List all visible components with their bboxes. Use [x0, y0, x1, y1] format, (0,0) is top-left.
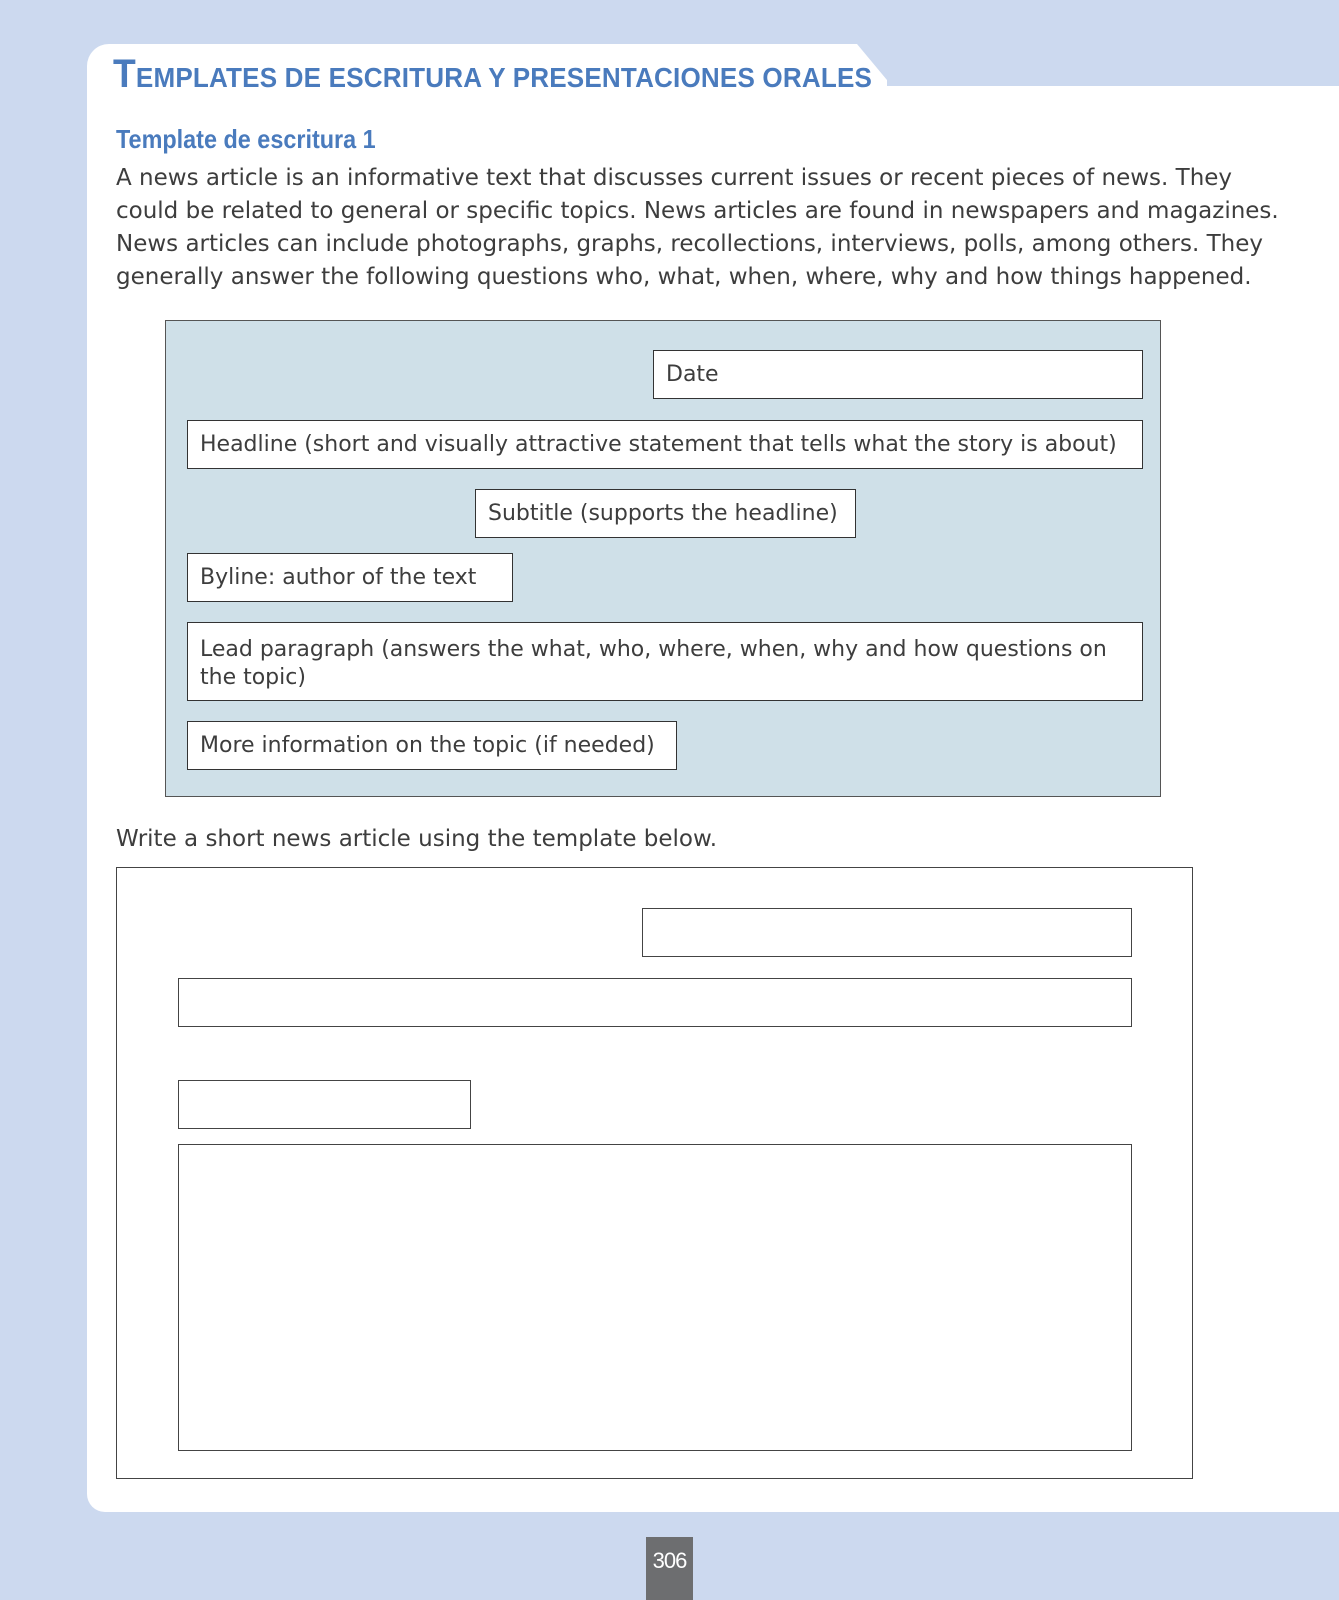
writing-template-frame	[116, 867, 1193, 1479]
template-subtitle-box: Subtitle (supports the headline)	[475, 489, 856, 538]
template-example-panel	[165, 320, 1161, 797]
intro-line: A news article is an informative text that discusses current issues or recent pieces of news. They	[116, 165, 1233, 191]
date-field[interactable]	[642, 908, 1132, 957]
byline-field[interactable]	[178, 1080, 471, 1129]
intro-line: generally answer the following questions who, what, when, where, why and how things happened.	[116, 264, 1252, 290]
template-date-box: Date	[653, 350, 1143, 399]
page-number: 306	[646, 1537, 693, 1600]
intro-paragraph	[116, 162, 1279, 294]
template-headline-box: Headline (short and visually attractive statement that tells what the story is about)	[187, 420, 1143, 469]
intro-line: News articles can include photographs, graphs, recollections, interviews, polls, among others. They	[116, 231, 1263, 257]
exercise-instruction: Write a short news article using the template below.	[116, 826, 717, 852]
page-title	[113, 52, 872, 97]
page-title-rest: EMPLATES DE ESCRITURA Y PRESENTACIONES ORALES	[135, 62, 873, 93]
page-title-initial: T	[113, 52, 136, 96]
template-more-info-box: More information on the topic (if needed)	[187, 721, 677, 770]
template-byline-box: Byline: author of the text	[187, 553, 513, 602]
article-body-field[interactable]	[178, 1144, 1132, 1451]
template-lead-paragraph-box: Lead paragraph (answers the what, who, where, when, why and how questions on the topic)	[187, 622, 1143, 701]
section-heading: Template de escritura 1	[116, 124, 376, 154]
headline-field[interactable]	[178, 978, 1132, 1027]
intro-line: could be related to general or specific topics. News articles are found in newspapers and magazines.	[116, 198, 1279, 224]
